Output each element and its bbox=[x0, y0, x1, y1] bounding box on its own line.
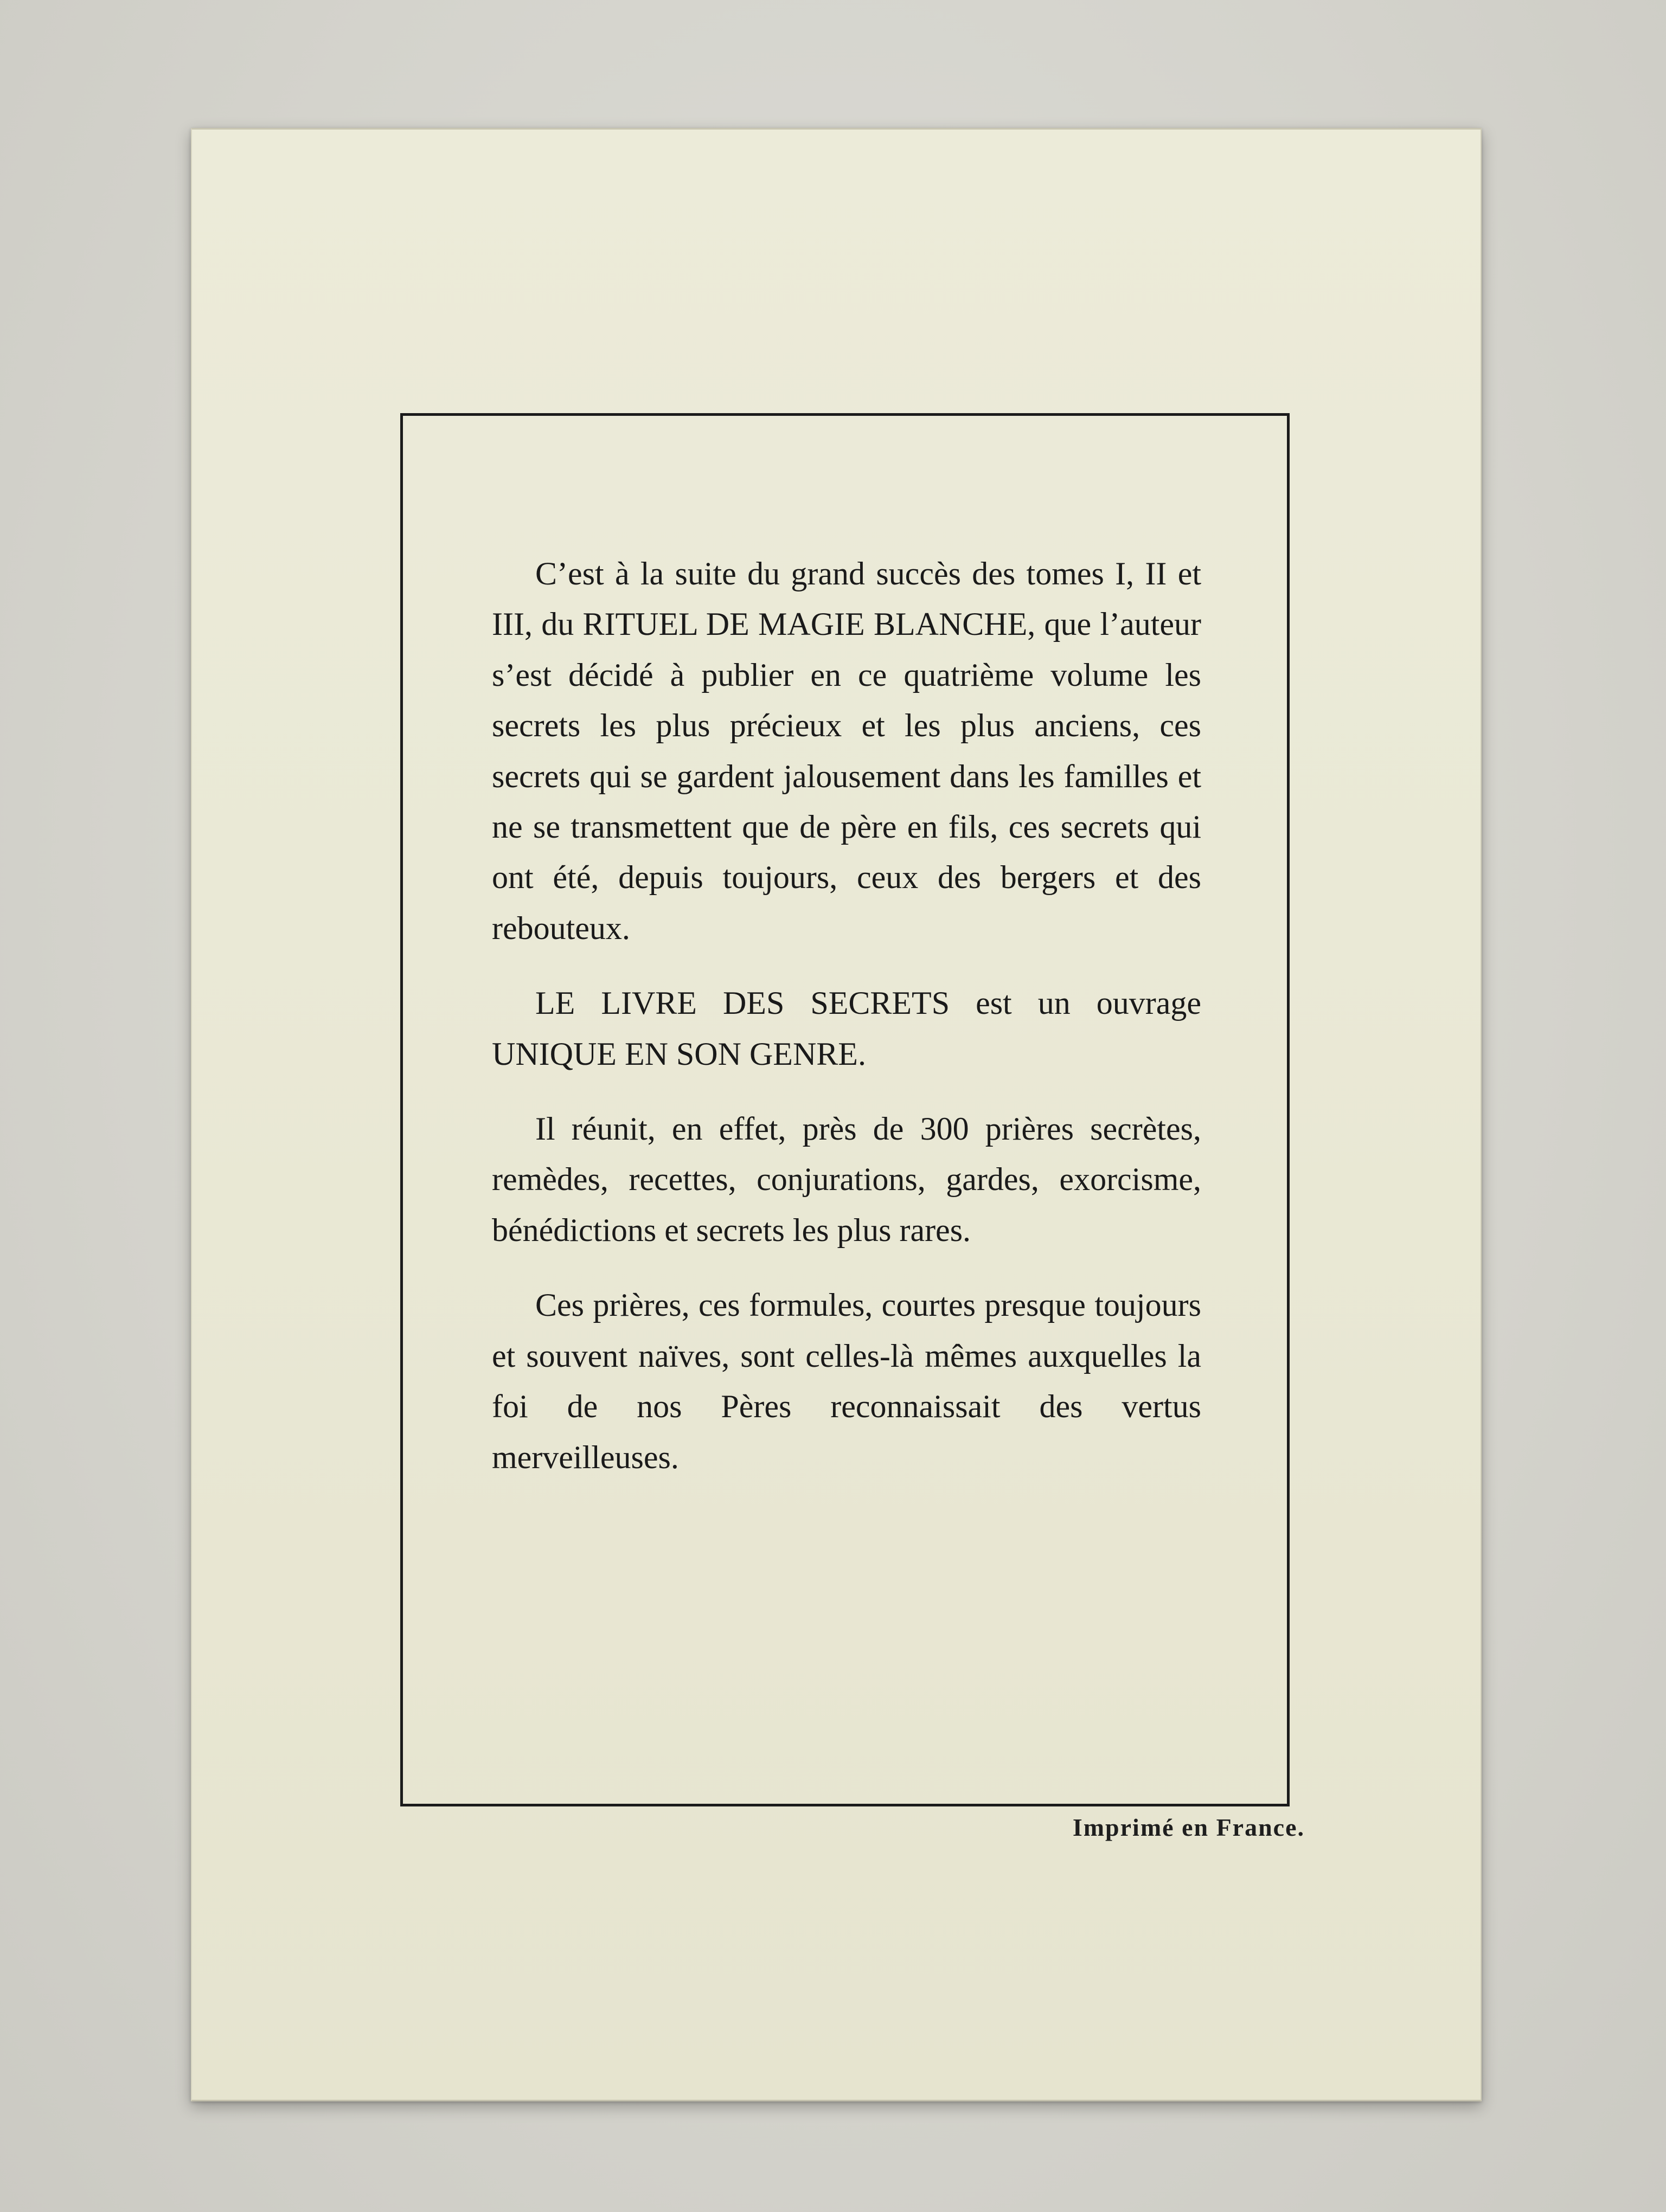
blurb-paragraph-1: C’est à la suite du grand succès des tomes I, II et III, du RITUEL DE MAGIE BLANCHE, que l’auteur s’est décidé à publier en ce quatrième volume les secrets les plus précieux et les plus anciens, ces secrets qui se gardent jalousement dans les familles et ne se transmettent que de père en fils, ces secrets qui ont été, depuis toujours, ceux des bergers et des rebouteux. bbox=[492, 556, 1201, 946]
text-frame bbox=[400, 413, 1290, 1806]
imprint-note: Imprimé en France. bbox=[1072, 1814, 1305, 1841]
blurb-paragraph-3: Il réunit, en effet, près de 300 prières secrètes, remèdes, recettes, conjurations, gardes, exorcisme, bénédictions et secrets les plus rares. bbox=[492, 1111, 1201, 1248]
blurb-paragraph-2: LE LIVRE DES SECRETS est un ouvrage UNIQUE EN SON GENRE. bbox=[492, 985, 1201, 1072]
blurb-text bbox=[492, 549, 1201, 1483]
book-back-cover bbox=[191, 128, 1482, 2101]
blurb-paragraph-4: Ces prières, ces formules, courtes presque toujours et souvent naïves, sont celles-là mêmes auxquelles la foi de nos Pères reconnaissait des vertus merveilleuses. bbox=[492, 1287, 1201, 1475]
